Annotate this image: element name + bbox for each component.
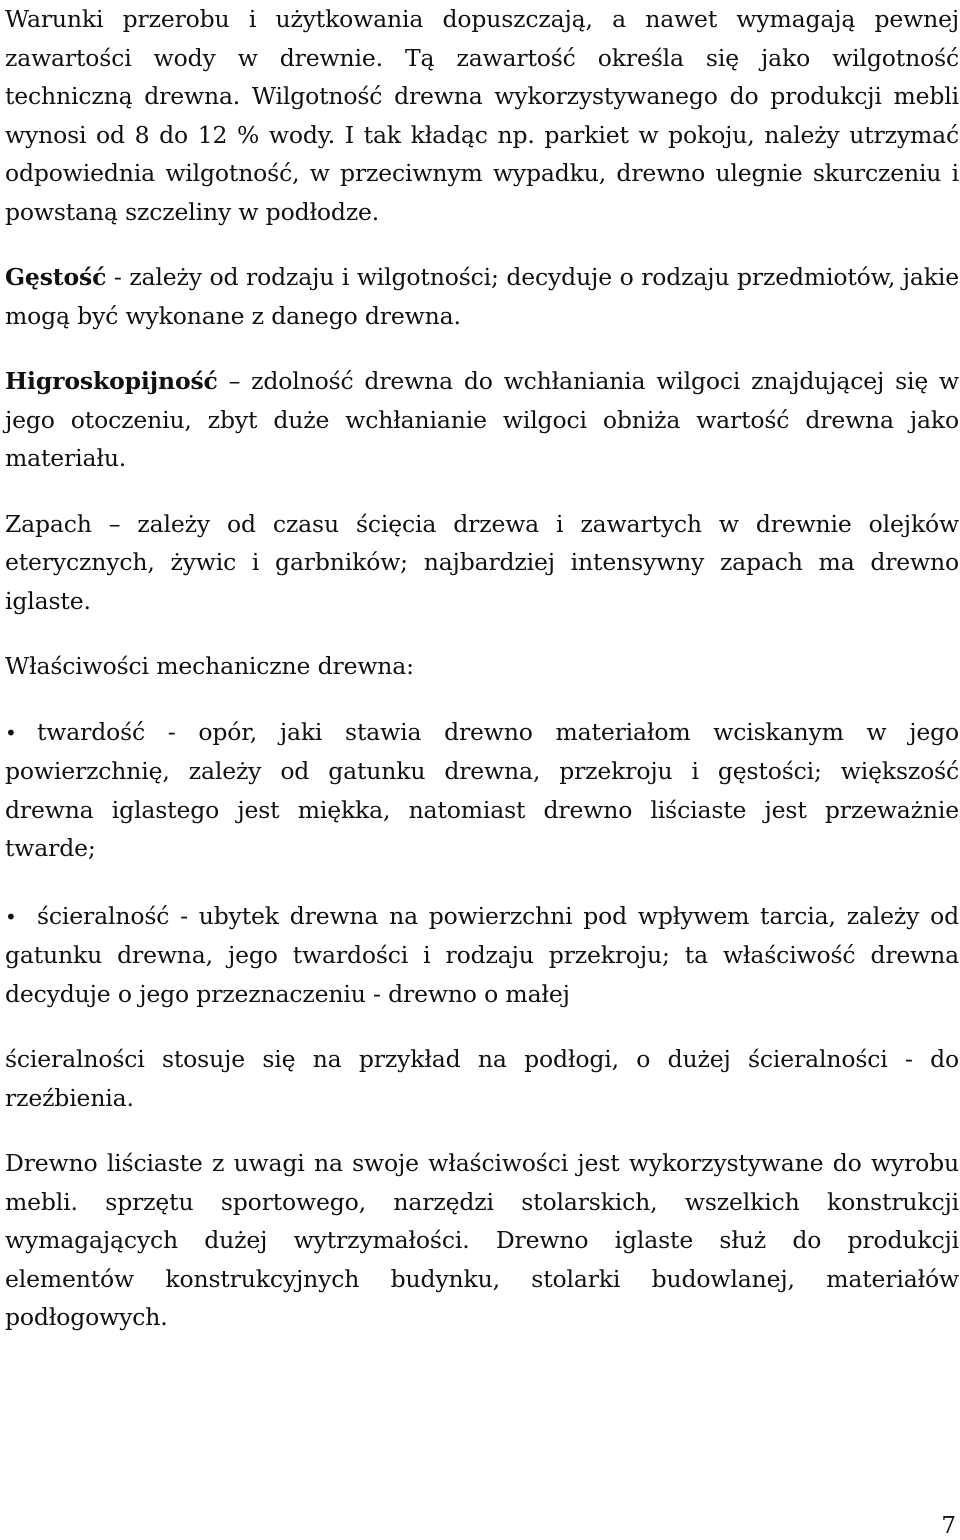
term-hygroscopicity: Higroskopijność <box>5 367 218 395</box>
spacer <box>5 478 959 505</box>
hygroscopicity-description: – zdolność drewna do wchłaniania wilgoci znajdującej się w jego otoczeniu, zbyt duże wchłanianie wilgoci obniża wartość drewna jako materiału. <box>5 367 959 472</box>
hardness-text: twardość - opór, jaki stawia drewno materiałom wciskanym w jego powierzchnię, zależy od gatunku drewna, przekroju i gęstości; większość drewna iglastego jest miękka, natomiast drewno liściaste jest przeważnie twarde; <box>5 717 959 862</box>
density-description: - zależy od rodzaju i wilgotności; decyduje o rodzaju przedmiotów, jakie mogą być wykonane z danego drewna. <box>5 263 959 330</box>
term-density: Gęstość <box>5 263 107 291</box>
paragraph-mechanical-heading: Właściwości mechaniczne drewna: <box>5 652 414 680</box>
paragraph-moisture: Warunki przerobu i użytkowania dopuszczają, a nawet wymagają pewnej zawartości wody w drewnie. Tą zawartość określa się jako wilgotność techniczną drewna. Wilgotność drewna wykorzystywanego do produkcji mebli wynosi od 8 do 12 % wody. I tak kładąc np. parkiet w pokoju, należy utrzymać odpowiednia wilgotność, w przeciwnym wypadku, drewno ulegnie skurczeniu i powstaną szczeliny w podłodze. <box>5 5 959 226</box>
document-page <box>5 0 959 1337</box>
spacer <box>5 868 959 897</box>
spacer <box>5 231 959 258</box>
spacer <box>5 335 959 362</box>
spacer <box>5 1013 959 1040</box>
page-number: 7 <box>941 1513 956 1539</box>
bullet-icon: • <box>5 720 17 745</box>
spacer <box>5 1117 959 1144</box>
paragraph-scent: Zapach – zależy od czasu ścięcia drzewa i zawartych w drewnie olejków eterycznych, żywic i garbników; najbardziej intensywny zapach ma drewno iglaste. <box>5 509 959 615</box>
abrasion-text: ścieralność - ubytek drewna na powierzchni pod wpływem tarcia, zależy od gatunku drewna, jego twardości i rodzaju przekroju; ta właściwość drewna decyduje o jego przeznaczeniu - drewno o małej <box>5 901 959 1008</box>
paragraph-abrasion-use: ścieralności stosuje się na przykład na podłogi, o dużej ścieralności - do rzeźbienia. <box>5 1045 959 1112</box>
bullet-icon: • <box>5 904 17 929</box>
paragraph-density <box>5 258 959 335</box>
list-item-hardness <box>5 713 959 868</box>
spacer <box>5 686 959 713</box>
paragraph-wood-uses: Drewno liściaste z uwagi na swoje właściwości jest wykorzystywane do wyrobu mebli. sprzętu sportowego, narzędzi stolarskich, wszelkich konstrukcji wymagających dużej wytrzymałości. Drewno iglaste służ do produkcji elementów konstrukcyjnych budynku, stolarki budowlanej, materiałów podłogowych. <box>5 1149 959 1331</box>
list-item-abrasion <box>5 897 959 1014</box>
paragraph-hygroscopicity <box>5 362 959 478</box>
spacer <box>5 620 959 647</box>
